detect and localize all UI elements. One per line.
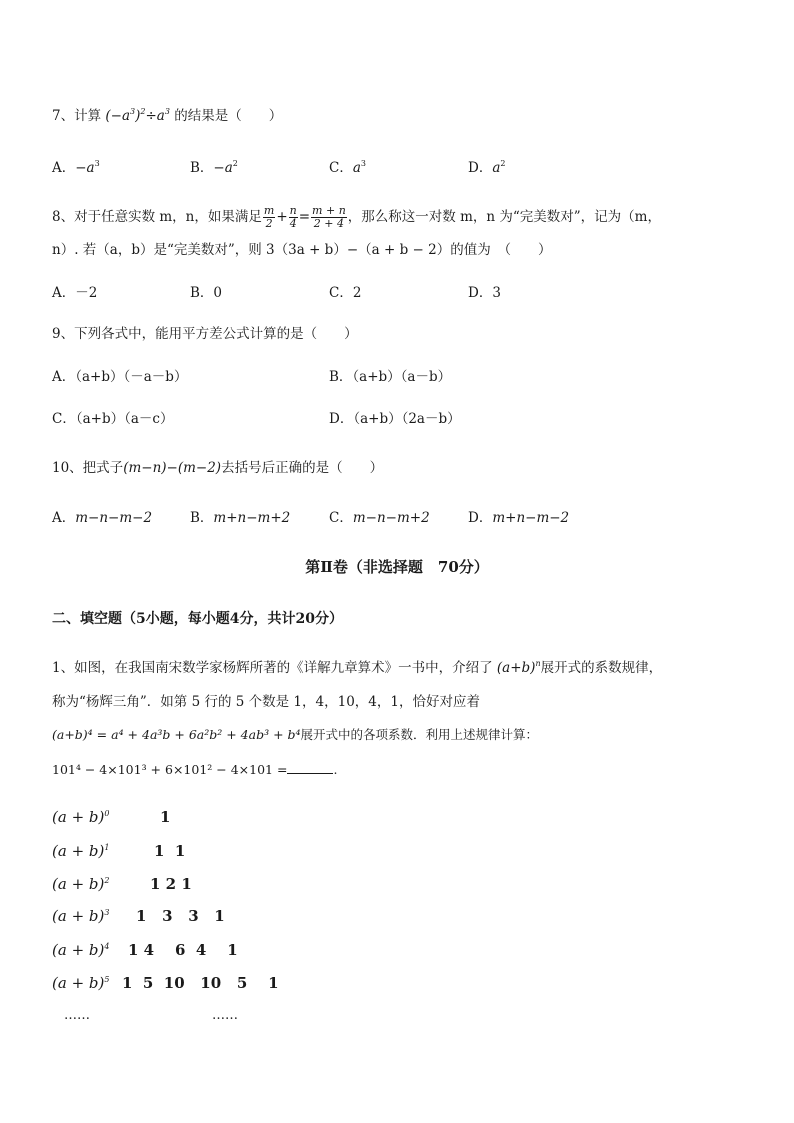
fraction-sum: $\frac{m + n}{2 + 4}$ bbox=[312, 204, 346, 230]
q7-option-c[interactable]: C．$a^3$ bbox=[329, 159, 366, 176]
triangle-row-4: $(a + b)^4$ 1 4 6 4 1 bbox=[52, 941, 238, 959]
subsection-title: 二、填空题（5小题，每小题4分，共计20分） bbox=[52, 611, 343, 627]
fill-1-line-2: 称为“杨辉三角”．如第 5 行的 5 个数是 1，4，10，4，1，恰好对应着 bbox=[52, 694, 480, 710]
q8-option-b[interactable]: B．0 bbox=[190, 285, 223, 301]
question-9: 9、下列各式中，能用平方差公式计算的是（ ） bbox=[52, 326, 358, 342]
q8-option-d[interactable]: D．3 bbox=[468, 285, 501, 301]
q7-expression: $(-a^3)^2\div a^3$ bbox=[105, 107, 170, 124]
q10-expression: (m−n)−(m−2) bbox=[123, 460, 222, 476]
triangle-ellipsis-right: …… bbox=[212, 1008, 238, 1023]
fill-1-line-1: 1、如图，在我国南宋数学家杨辉所著的《详解九章算术》一书中，介绍了 $(a+b)^n$展开式的系数规律， bbox=[52, 659, 663, 676]
fill-1-line-4: 101⁴ − 4×101³ + 6×101² − 4×101 = . bbox=[52, 762, 338, 777]
q8-option-a[interactable]: A．－2 bbox=[52, 285, 98, 301]
q7-option-a[interactable]: A．$-a^3$ bbox=[52, 159, 100, 176]
section-title: 第Ⅱ卷（非选择题 70分） bbox=[305, 558, 489, 576]
q10-option-d[interactable]: D．m+n−m−2 bbox=[468, 510, 570, 526]
triangle-row-3: $(a + b)^3$ 1 3 3 1 bbox=[52, 907, 225, 925]
answer-blank[interactable] bbox=[287, 761, 333, 774]
triangle-row-1: $(a + b)^1$ 1 1 bbox=[52, 842, 186, 860]
triangle-row-5: $(a + b)^5$ 1 5 10 10 5 1 bbox=[52, 974, 279, 992]
fill-1-line-3: (a+b)⁴ = a⁴ + 4a³b + 6a²b² + 4ab³ + b⁴展开式中的各项系数．利用上述规律计算： bbox=[52, 727, 539, 742]
q9-option-d[interactable]: D．（a+b）（2a－b） bbox=[329, 411, 461, 427]
triangle-row-0: $(a + b)^0$ 1 bbox=[52, 808, 171, 826]
triangle-ellipsis-left: …… bbox=[64, 1008, 90, 1023]
q10-option-a[interactable]: A．m−n−m−2 bbox=[52, 510, 153, 526]
triangle-row-2: $(a + b)^2$ 1 2 1 bbox=[52, 875, 192, 893]
q9-option-b[interactable]: B．（a+b）（a－b） bbox=[329, 369, 452, 385]
q9-option-c[interactable]: C．（a+b）（a－c） bbox=[52, 411, 174, 427]
q7-option-b[interactable]: B．$-a^2$ bbox=[190, 159, 238, 176]
question-7: 7、计算 $(-a^3)^2\div a^3$ 的结果是（ ） bbox=[52, 107, 283, 124]
question-10: 10、把式子(m−n)−(m−2)去括号后正确的是（ ） bbox=[52, 460, 384, 476]
q9-option-a[interactable]: A．（a+b）（－a－b） bbox=[52, 369, 188, 385]
question-8-line-2: n）. 若（a，b）是“完美数对”，则 3（3a + b）−（a + b − 2）的值为 （ ） bbox=[52, 242, 552, 258]
q10-option-b[interactable]: B．m+n−m+2 bbox=[190, 510, 291, 526]
q10-option-c[interactable]: C．m−n−m+2 bbox=[329, 510, 430, 526]
q7-option-d[interactable]: D．$a^2$ bbox=[468, 159, 506, 176]
fraction-n-over-4: $\frac{n}{4}$ bbox=[289, 204, 297, 230]
q8-option-c[interactable]: C．2 bbox=[329, 285, 362, 301]
question-8-line-1: 8、对于任意实数 m，n，如果满足 $\frac{m}{2}$ + $\frac{n}{4}$ = $\frac{m + n}{2 + 4}$ ，那么称这一对数 m，n 为“完美数对”，记为（m， bbox=[52, 204, 661, 230]
fraction-m-over-2: $\frac{m}{2}$ bbox=[263, 204, 275, 230]
